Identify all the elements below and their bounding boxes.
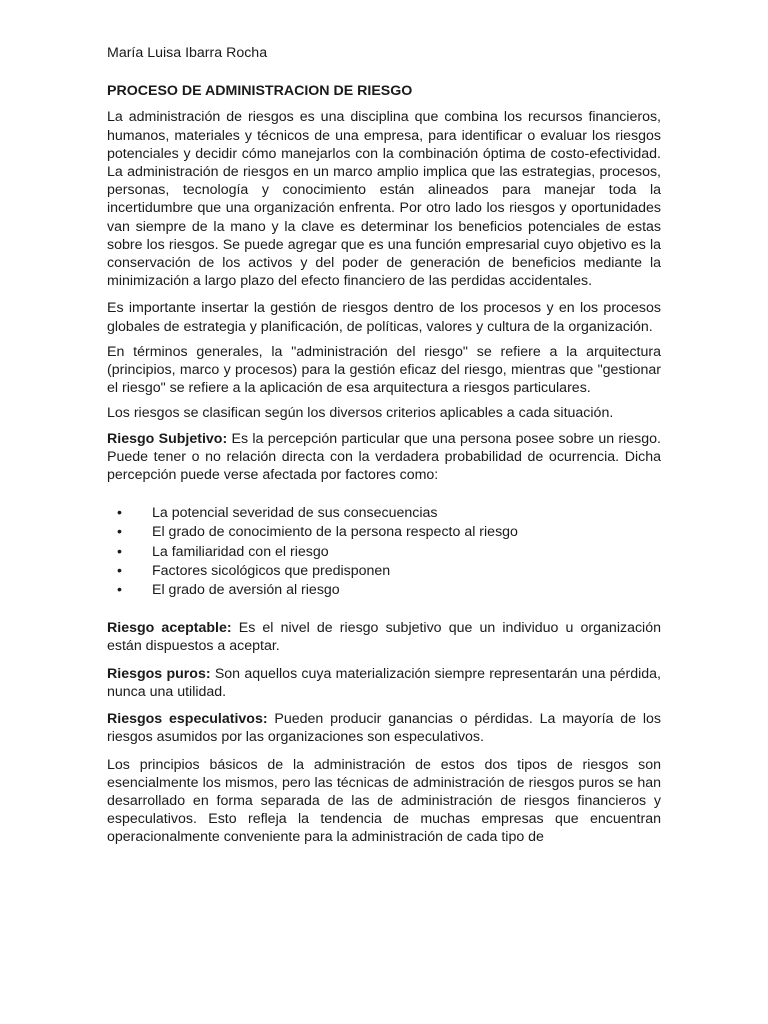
definition-pure-risks [107,665,661,701]
bullet-icon: • [117,562,122,579]
paragraph-principles: Los principios básicos de la administración de estos dos tipos de riesgos son esencialmente los mismos, pero las técnicas de administración de riesgos puros se han desarrollado en forma separada de las de administración de riesgos financieros y especulativos. Esto refleja la tendencia de muchas empresas que encuentran operacionalmente conveniente para la administración de cada tipo de [107,756,661,846]
term-speculative-risks: Riesgos especulativos: [107,711,268,728]
list-item-text: El grado de conocimiento de la persona respecto al riesgo [152,524,518,541]
paragraph-general-terms: En términos generales, la "administración del riesgo" se refiere a la arquitectura (principios, marco y procesos) para la gestión eficaz del riesgo, mientras que "gestionar el riesgo" se refiere a la aplicación de esa arquitectura a riesgos particulares. [107,343,661,397]
list-item [107,562,661,581]
document-page [107,44,661,856]
definition-subjective-risk [107,430,661,485]
bullet-icon: • [117,543,122,560]
list-item-text: Factores sicológicos que predisponen [152,562,391,579]
list-item [107,504,661,523]
text-acceptable-risk: Es el nivel de riesgo subjetivo que un individuo u organización están dispuestos a aceptar. [107,620,661,655]
paragraph-importance: Es importante insertar la gestión de riesgos dentro de los procesos y en los procesos globales de estrategia y planificación, de políticas, valores y cultura de la organización. [107,300,661,335]
list-item-text: La potencial severidad de sus consecuencias [152,505,438,522]
term-pure-risks: Riesgos puros: [107,665,211,682]
list-item-text: El grado de aversión al riesgo [152,582,340,599]
definition-speculative-risks [107,710,661,746]
document-title: PROCESO DE ADMINISTRACION DE RIESGO [107,83,413,100]
list-item [107,523,661,542]
bullet-icon: • [117,582,122,599]
list-item-text: La familiaridad con el riesgo [152,543,329,560]
term-acceptable-risk: Riesgo aceptable: [107,620,232,637]
bullet-icon: • [117,524,122,541]
term-subjective-risk: Riesgo Subjetivo: [107,430,228,447]
bullet-icon: • [117,505,122,522]
paragraph-classification: Los riesgos se clasifican según los diversos criterios aplicables a cada situación. [107,405,614,422]
list-item [107,581,661,600]
paragraph-intro: La administración de riesgos es una disciplina que combina los recursos financieros, humanos, materiales y técnicos de una empresa, para identificar o evaluar los riesgos potenciales y decidir cómo manejarlos con la combinación óptima de costo-efectividad. La administración de riesgos en un marco amplio implica que las estrategias, procesos, personas, tecnología y conocimiento están alineados para manejar toda la incertidumbre que una organización enfrenta. Por otro lado los riesgos y oportunidades van siempre de la mano y la clave es determinar los beneficios potenciales de estas sobre los riesgos. Se puede agregar que es una función empresarial cuyo objetivo es la conservación de los activos y del poder de generación de beneficios mediante la minimización a largo plazo del efecto financiero de las perdidas accidentales. [107,109,661,290]
list-item [107,543,661,562]
factors-list [107,504,661,600]
definition-acceptable-risk [107,619,661,655]
text-pure-risks: Son aquellos cuya materialización siempre representarán una pérdida, nunca una utilidad. [107,665,661,700]
author-name: María Luisa Ibarra Rocha [107,45,268,61]
text-subjective-risk: Es la percepción particular que una persona posee sobre un riesgo. Puede tener o no relación directa con la verdadera probabilidad de ocurrencia. Dicha percepción puede verse afectada por factores como: [107,430,661,484]
text-speculative-risks: Pueden producir ganancias o pérdidas. La mayoría de los riesgos asumidos por las organizaciones son especulativos. [107,711,661,746]
